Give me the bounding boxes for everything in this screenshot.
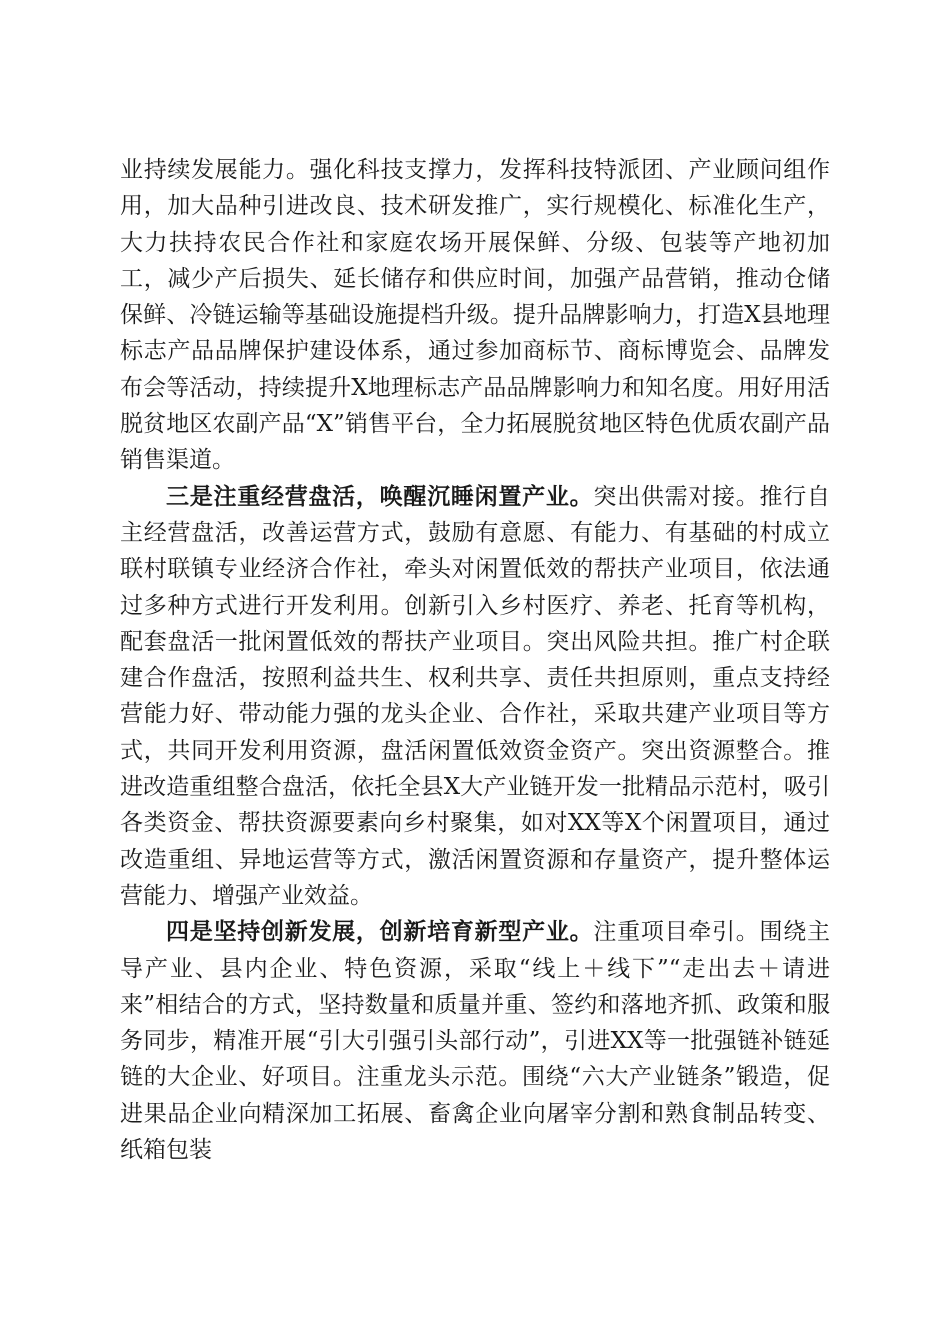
paragraph-1-text: 业持续发展能力。强化科技支撑力，发挥科技特派团、产业顾问组作用，加大品种引进改良、技术研发推广，实行规模化、标准化生产，大力扶持农民合作社和家庭农场开展保鲜、分级、包装等产地初加工，减少产后损失、延长储存和供应时间，加强产品营销，推动仓储保鲜、冷链运输等基础设施提档升级。提升品牌影响力，打造X县地理标志产品品牌保护建设体系，通过参加商标节、商标博览会、品牌发布会等活动，持续提升X地理标志产品品牌影响力和知名度。用好用活脱贫地区农副产品“X”销售平台，全力拓展脱贫地区特色优质农副产品销售渠道。: [120, 157, 830, 474]
paragraph-2: [120, 479, 830, 915]
paragraph-1: [120, 152, 830, 479]
paragraph-3: [120, 914, 830, 1168]
paragraph-3-text: 注重项目牵引。围绕主导产业、县内企业、特色资源，采取“线上＋线下”“走出去＋请进来”相结合的方式，坚持数量和质量并重、签约和落地齐抓、政策和服务同步，精准开展“引大引强引头部行动”，引进XX等一批强链补链延链的大企业、好项目。注重龙头示范。围绕“六大产业链条”锻造，促进果品企业向精深加工拓展、畜禽企业向屠宰分割和熟食制品转变、纸箱包装: [120, 919, 831, 1164]
paragraph-2-text: 突出供需对接。推行自主经营盘活，改善运营方式，鼓励有意愿、有能力、有基础的村成立联村联镇专业经济合作社，牵头对闲置低效的帮扶产业项目，依法通过多种方式进行开发利用。创新引入乡村医疗、养老、托育等机构，配套盘活一批闲置低效的帮扶产业项目。突出风险共担。推广村企联建合作盘活，按照利益共生、权利共享、责任共担原则，重点支持经营能力好、带动能力强的龙头企业、合作社，采取共建产业项目等方式，共同开发利用资源，盘活闲置低效资金资产。突出资源整合。推进改造重组整合盘活，依托全县X大产业链开发一批精品示范村，吸引各类资金、帮扶资源要素向乡村聚集，如对XX等X个闲置项目，通过改造重组、异地运营等方式，激活闲置资源和存量资产，提升整体运营能力、增强产业效益。: [120, 483, 831, 909]
paragraph-3-heading: 四是坚持创新发展，创新培育新型产业。: [166, 919, 594, 946]
document-page: [120, 152, 830, 1168]
paragraph-2-heading: 三是注重经营盘活，唤醒沉睡闲置产业。: [166, 483, 594, 510]
